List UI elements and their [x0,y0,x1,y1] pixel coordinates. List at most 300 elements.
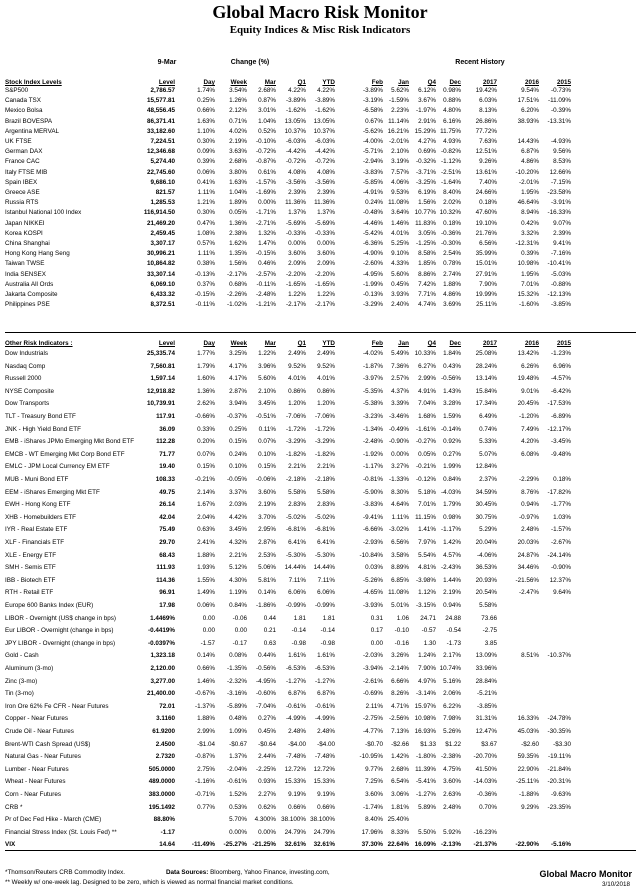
cell-ytd: 6.06% [317,589,335,597]
row-label: Korea KOSPI [5,229,43,237]
cell-feb: -3.94% [363,665,383,672]
cell-q1: -0.72% [286,158,306,166]
cell-y2017: 31.31% [475,715,497,723]
cell-level: -0.4419% [148,627,175,635]
cell-feb: 17.96% [361,828,383,836]
cell-mar: -1.71% [256,209,276,217]
cell-ytd: -5.69% [315,219,335,227]
cell-y2015 [539,627,571,635]
cell-level: 489.0000 [148,778,175,786]
cell-day: 1.60% [197,375,215,383]
cell-day: -$1.04 [197,740,215,748]
cell-y2016: 9.54% [521,87,539,94]
cell-day: 2.75% [197,765,215,773]
cell-y2017: 5.29% [479,526,497,534]
stock-col-y2015: 2015 [556,79,571,86]
cell-y2016: 9.01% [521,387,539,395]
cell-q4: 16.93% [414,728,436,735]
cell-feb: 9.77% [365,765,383,773]
cell-q4: -3.98% [416,576,436,584]
cell-q4: 8.58% [418,250,436,258]
cell-q4: 5.18% [418,488,436,496]
cell-y2016: 16.33% [517,715,539,723]
cell-q4: 16.09% [414,841,436,849]
row-label: RTH - Retail ETF [5,589,54,597]
cell-y2016 [501,640,539,648]
cell-jan: -3.46% [389,413,409,420]
cell-week: 4.42% [229,513,247,521]
cell-feb: -1.87% [363,362,383,370]
cell-q4: 7.04% [418,400,436,408]
cell-jan: 8.30% [391,488,409,496]
table-row [0,438,640,446]
cell-q4: -0.21% [416,463,436,471]
cell-day: 0.25% [197,97,215,105]
cell-jan: 4.64% [391,501,409,509]
cell-day: 0.20% [197,438,215,446]
row-label: UK FTSE [5,138,32,145]
cell-mar: 1.32% [258,229,276,237]
cell-feb: -4.00% [363,138,383,145]
cell-level: 2,786.57 [150,87,175,94]
cell-ytd: 0.66% [317,803,335,811]
cell-week: 1.63% [229,178,247,186]
cell-y2017: 19.10% [475,219,497,227]
cell-day: 1.63% [197,117,215,125]
table-row [0,602,640,610]
cell-level: 75.49 [159,526,175,534]
cell-mar: 3.60% [258,488,276,496]
cell-mar: 0.62% [258,803,276,811]
cell-y2017: 5.07% [479,450,497,458]
cell-q4: 3.05% [418,229,436,237]
cell-y2016: 20.03% [517,539,539,546]
cell-y2017: 41.50% [475,765,497,773]
cell-q1: 9.52% [288,362,306,370]
cell-feb: -2.94% [363,158,383,166]
row-label: German DAX [5,148,43,156]
row-label: Eur LIBOR - Overnight (change in bps) [5,627,114,635]
cell-y2015 [539,128,571,136]
cell-ytd: 2.83% [317,501,335,509]
other-section-title: Other Risk Indicators : [5,340,73,347]
table-row [0,703,640,711]
cell-day: 1.10% [197,127,215,135]
cell-y2016: 15.32% [517,291,539,298]
cell-y2017: 28.24% [475,362,497,370]
cell-y2016: 19.48% [517,375,539,383]
cell-q1: 4.08% [288,168,306,176]
cell-jan: 6.66% [391,677,409,685]
cell-q1: 7.11% [288,576,306,584]
cell-y2016: 7.01% [521,280,539,288]
cell-y2015: -30.35% [547,728,571,735]
cell-mar: -4.95% [256,677,276,685]
cell-level: 3.1160 [156,715,175,723]
cell-y2015: -16.33% [547,209,571,217]
cell-day [179,816,215,824]
cell-y2017: 0.70% [479,803,497,811]
cell-q1: -2.17% [286,301,306,309]
other-col-jan: Jan [398,340,409,347]
cell-ytd: 2.49% [317,350,335,357]
table-row [0,665,640,673]
cell-q4: -1.80% [416,753,436,761]
cell-q1: 11.36% [285,199,306,207]
cell-q1: -5.30% [286,551,306,559]
cell-dec: 8.40% [443,189,461,196]
cell-dec: -0.14% [441,425,461,433]
cell-day: -0.66% [195,413,215,420]
cell-mar: -0.11% [256,280,276,288]
cell-q1: -0.33% [286,229,306,237]
table-row [0,463,640,471]
cell-mar: 0.14% [258,589,276,597]
cell-feb: -6.66% [363,526,383,534]
cell-feb: -0.13% [363,291,383,298]
other-col-y2016: 2016 [524,340,539,347]
cell-jan: 3.19% [391,158,409,166]
cell-y2015 [539,690,571,698]
cell-level: 383.0000 [148,791,175,798]
stock-col-y2017: 2017 [482,79,497,86]
table-row [0,564,640,572]
cell-q4: $1.33 [420,740,436,748]
table-row [0,413,640,421]
row-label: Gold - Cash [5,652,39,660]
cell-feb: 37.30% [361,841,383,849]
cell-y2015: -5.16% [551,841,571,849]
cell-level: 8,372.51 [150,301,175,309]
cell-jan: 3.26% [391,652,409,660]
row-label: Spain IBEX [5,178,38,186]
cell-y2016: 24.87% [517,551,539,559]
cell-jan: 1.06 [396,614,409,622]
cell-y2017: 5.58% [479,602,497,609]
cell-ytd: 1.37% [317,209,335,217]
cell-jan: 4.33% [391,260,409,268]
cell-ytd: -7.48% [315,753,335,761]
cell-mar: 0.61% [258,168,276,176]
cell-jan: 0.00% [391,450,409,458]
cell-week: 0.71% [229,117,247,125]
cell-q1: -6.81% [286,526,306,534]
cell-q1: 5.58% [288,488,306,496]
cell-y2015: 9.41% [553,240,571,247]
cell-day: 0.06% [197,602,215,609]
table-row [0,577,640,585]
cell-dec: 1.88% [443,280,461,288]
row-label: NYSE Composite [5,387,54,395]
cell-y2015: -5.03% [551,270,571,278]
cell-y2016: 4.86% [521,158,539,166]
cell-day: -0.21% [195,476,215,483]
cell-ytd: -2.17% [315,301,335,309]
table-row [0,169,640,177]
cell-day: -0.87% [195,753,215,761]
cell-week: 2.21% [229,551,247,559]
report-subtitle: Equity Indices & Misc Risk Indicators [229,24,411,36]
cell-level: 88.80% [153,816,175,824]
cell-level: 25,335.74 [146,350,175,357]
cell-feb: -10.95% [359,753,383,761]
cell-mar: 0.63 [263,639,276,647]
cell-q1: 2.49% [288,350,306,357]
cell-day: 1.88% [197,551,215,559]
cell-mar: 1.47% [258,240,276,247]
cell-level: -0.0397% [148,639,175,647]
cell-feb: -0.48% [363,209,383,217]
cell-q1: 4.01% [288,375,306,383]
cell-jan: 5.49% [391,350,409,357]
cell-day: -1.37% [195,702,215,710]
cell-y2015: -24.14% [547,551,571,559]
cell-q4: 4.27% [418,138,436,145]
row-label: JPY LIBOR - Overnight (change in bps) [5,639,116,647]
row-label: S&P500 [5,87,29,94]
row-label: Aluminum (3-mo) [5,665,54,672]
cell-level: 19.40 [159,463,175,471]
cell-level: 21,469.20 [146,219,175,227]
cell-feb: -5.26% [363,576,383,584]
cell-y2015: -19.11% [548,753,571,761]
cell-mar: -7.04% [256,702,276,710]
footnote-stress-index: ** Weekly w/ one-week lag. Designed to be zero, which is viewed as normal financial market conditions. [5,879,294,886]
date-header: 9-Mar [157,59,177,66]
cell-y2017: 6.03% [479,97,497,105]
cell-level: 1,323.18 [150,652,175,660]
cell-mar: 0.45% [258,728,276,735]
cell-y2015: -0.90% [551,564,571,572]
cell-ytd: -0.72% [315,158,335,166]
cell-q4: 10.77% [414,209,436,217]
cell-y2017: 3.85 [484,639,497,647]
cell-q1: -1.82% [286,450,306,458]
cell-feb: -1.17% [363,463,383,471]
cell-week: 3.54% [229,87,247,94]
other-col-y2017: 2017 [482,340,497,347]
cell-level: 42.04 [159,513,175,521]
cell-q1: -5.69% [286,219,306,227]
cell-y2017: 8.13% [479,107,497,115]
cell-level: 505.0000 [148,765,175,773]
cell-feb: 0.31 [370,614,383,622]
cell-day: 1.11% [197,250,215,258]
cell-day: 0.00 [202,627,215,635]
cell-feb: 0.67% [365,117,383,125]
cell-level: 9,686.10 [150,178,175,186]
cell-ytd: -6.81% [315,526,335,534]
cell-ytd: -3.89% [315,97,335,105]
cell-level: 15,577.81 [146,97,175,105]
cell-y2017: 15.84% [475,387,497,395]
cell-y2016: -1.20% [519,413,539,420]
cell-ytd: -1.82% [315,450,335,458]
other-col-feb: Feb [371,340,383,347]
cell-day: 2.99% [197,728,215,735]
cell-y2016: 46.64% [517,199,539,207]
cell-day: 1.21% [197,199,215,207]
cell-q4: 5.50% [418,828,436,836]
cell-mar: -1.86% [256,602,276,609]
cell-level: 96.91 [159,589,175,597]
cell-ytd: -0.33% [315,229,335,237]
cell-day: 0.63% [197,526,215,534]
cell-level: 3,307.17 [150,240,175,247]
cell-jan: 3.64% [391,209,409,217]
table-row [0,728,640,736]
cell-mar: 5.81% [258,576,276,584]
cell-q4: 11.15% [415,513,436,521]
cell-dec: -0.56% [441,375,461,383]
cell-q1: 6.87% [288,690,306,698]
cell-q4: 4.81% [418,564,436,572]
cell-y2017: 12.51% [475,148,497,156]
cell-mar: -0.60% [256,690,276,698]
cell-y2016: 17.51% [517,97,539,105]
cell-y2016: -21.56% [515,576,539,584]
cell-jan: 3.27% [391,463,409,471]
cell-dec: -2.38% [441,753,461,761]
cell-y2016: 13.42% [517,350,539,357]
cell-y2017: 35.99% [475,250,497,258]
cell-dec: 11.75% [440,127,461,135]
row-label: Japan NIKKEI [5,219,45,227]
row-label: EEM - iShares Emerging Mkt ETF [5,488,100,496]
cell-day: 0.66% [197,107,215,115]
cell-q1: 1.20% [288,400,306,408]
cell-y2017: 9.26% [479,158,497,166]
cell-ytd: -5.02% [315,513,335,521]
cell-jan: -3.02% [389,526,409,534]
cell-feb: -4.95% [363,270,383,278]
cell-feb: -0.69% [363,690,383,698]
cell-ytd: 5.58% [317,488,335,496]
cell-week: 4.32% [229,539,247,546]
cell-ytd: -0.61% [315,702,335,710]
cell-feb: -2.60% [363,260,383,268]
cell-ytd: 0.00% [317,240,335,247]
cell-q4: 7.42% [418,280,436,288]
cell-level: 7,224.51 [150,138,175,145]
cell-y2015 [539,816,571,824]
cell-week: -5.89% [227,702,247,710]
cell-y2016: 6.08% [521,450,539,458]
table-row [0,816,640,824]
cell-q1: 12.72% [284,765,306,773]
cell-week: 1.36% [229,219,247,227]
cell-level: 22,745.60 [146,168,175,176]
cell-q1: -0.61% [286,702,306,710]
cell-mar: -2.71% [256,219,276,227]
row-label: XLE - Energy ETF [5,551,57,559]
table-row [0,271,640,279]
cell-feb: -1.99% [363,280,383,288]
cell-level: 68.43 [159,551,175,559]
cell-dec: 1.99% [443,463,461,471]
table-row [0,118,640,126]
cell-level: 26.14 [159,501,175,509]
cell-ytd: -0.98 [320,639,335,647]
cell-week: 4.17% [229,362,247,370]
cell-dec: 4.75% [443,765,461,773]
cell-jan: 5.60% [391,270,409,278]
cell-jan: 9.53% [391,189,409,196]
cell-q1: -0.99% [286,602,306,609]
cell-jan: 22.64% [387,841,409,849]
cell-dec: $1.22 [445,740,461,748]
table-row [0,301,640,309]
cell-feb: -0.81% [363,476,383,483]
cell-y2017: 28.84% [475,677,497,685]
cell-y2015: -$3.30 [553,740,571,748]
cell-level: 116,914.50 [143,209,175,217]
cell-day: 0.06% [197,168,215,176]
cell-jan: 3.93% [391,291,409,298]
cell-dec: 5.16% [443,677,461,685]
cell-mar: 1.04% [258,117,276,125]
stock-col-ytd: YTD [322,79,335,86]
cell-level: 12,346.68 [146,148,175,156]
stock-section-title: Stock Index Levels [5,79,62,86]
cell-day: 0.30% [197,209,215,217]
cell-y2016 [501,128,539,136]
cell-mar: 2.68% [258,87,276,94]
cell-mar: 0.44 [263,614,276,622]
table-row [0,652,640,660]
cell-y2016: 38.93% [517,117,539,125]
cell-mar: -0.56% [256,665,276,672]
cell-level: 48,556.45 [146,107,175,115]
cell-week: 3.63% [229,148,247,156]
cell-q4: -1.25% [416,240,436,247]
cell-dec: 4.80% [443,107,461,115]
cell-jan: 2.68% [391,765,409,773]
cell-y2015: 12.37% [549,576,571,584]
cell-dec: 1.59% [443,413,461,420]
cell-level: 72.01 [159,702,175,710]
cell-q1: 2.39% [288,189,306,196]
cell-mar: 2.95% [258,526,276,534]
row-label: Lumber - Near Futures [5,765,69,773]
row-label: Zinc (3-mo) [5,677,38,685]
cell-ytd: 9.52% [317,362,335,370]
cell-ytd: 2.09% [317,260,335,268]
cell-y2017: 13.61% [475,168,497,176]
cell-y2017: 6.49% [479,413,497,420]
cell-dec: 24.88 [445,614,461,622]
row-label: Financial Stress Index (St. Louis Fed) ** [5,828,117,836]
cell-mar: -1.21% [256,301,276,309]
cell-y2015: -12.17% [547,425,571,433]
cell-jan: -2.01% [389,138,409,145]
cell-day: 0.09% [197,148,215,156]
table-row [0,281,640,289]
cell-y2017: 20.04% [475,539,497,546]
cell-q4: 7.71% [418,291,436,298]
cell-level: 12,918.82 [146,387,175,395]
cell-feb: 3.60% [365,791,383,798]
cell-y2017: 25.08% [475,350,497,357]
cell-y2017: 2.37% [479,476,497,483]
cell-q1: -2.18% [286,476,306,483]
cell-ytd: 13.05% [313,117,335,125]
stock-col-jan: Jan [398,79,409,86]
cell-dec: 2.02% [443,199,461,207]
cell-mar: 1.22% [258,350,276,357]
cell-level: 112.28 [156,438,175,446]
cell-level: 1,285.53 [150,199,175,207]
